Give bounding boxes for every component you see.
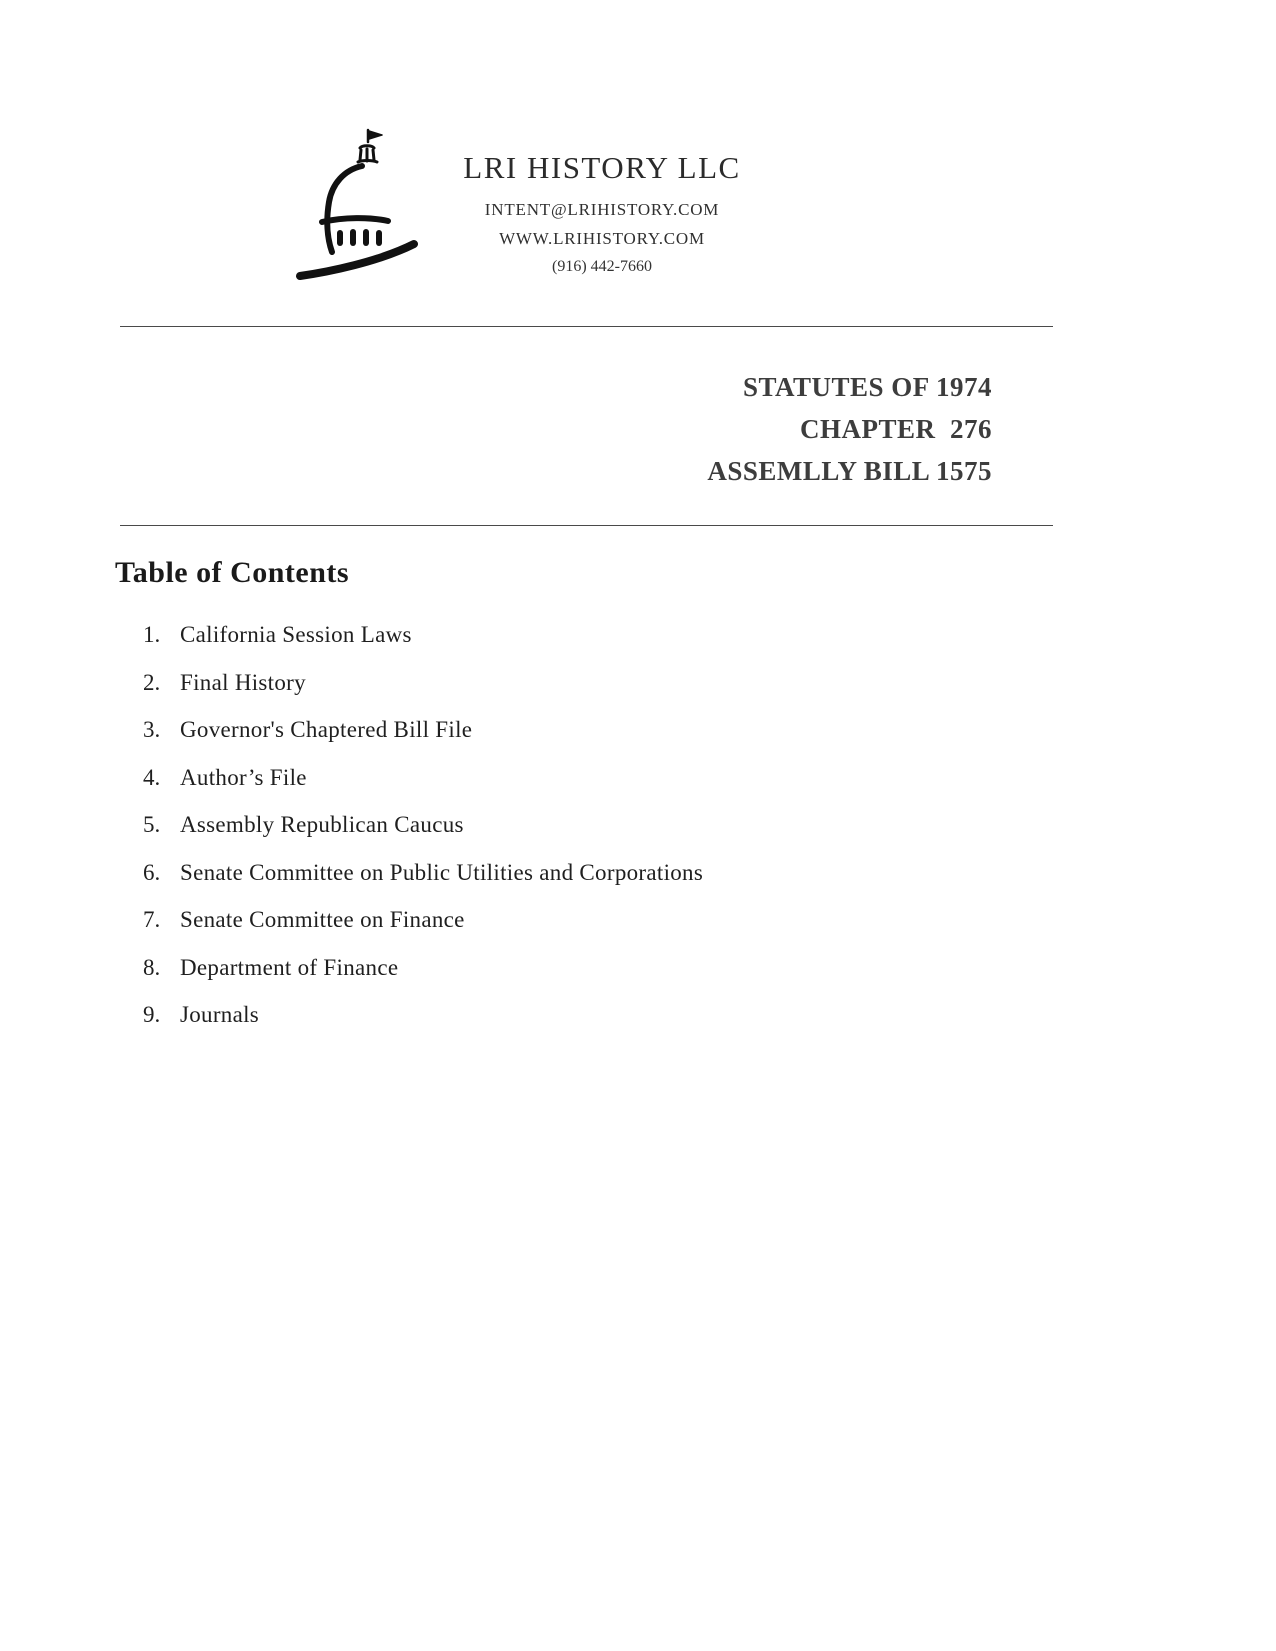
toc-list	[143, 622, 703, 1050]
company-phone: (916) 442-7660	[552, 258, 652, 275]
toc-item-label: Governor's Chaptered Bill File	[180, 717, 473, 742]
toc-item-number: 1.	[143, 622, 161, 647]
statute-chapter: CHAPTER 276	[799, 414, 992, 444]
toc-item	[143, 907, 703, 955]
toc-item-number: 6.	[143, 859, 161, 885]
capitol-dome-logo	[292, 126, 438, 288]
toc-item-label: California Session Laws	[180, 622, 412, 647]
toc-item-label: Journals	[180, 1002, 260, 1027]
toc-item-label: Final History	[180, 669, 306, 695]
toc-item	[143, 812, 703, 860]
company-name: LRI HISTORY LLC	[463, 150, 741, 185]
toc-item	[143, 860, 703, 908]
toc-item-number: 3.	[143, 717, 161, 742]
toc-item-number: 9.	[143, 1002, 161, 1027]
toc-item-number: 4.	[143, 764, 161, 790]
divider-top	[120, 326, 1053, 327]
toc-item-number: 7.	[143, 907, 161, 932]
toc-item-label: Senate Committee on Finance	[180, 907, 465, 932]
divider-bottom	[120, 525, 1053, 526]
capitol-dome-icon	[292, 126, 438, 288]
toc-item-label: Senate Committee on Public Utilities and Corporations	[180, 859, 704, 885]
toc-item	[143, 765, 703, 813]
company-website: WWW.LRIHISTORY.COM	[499, 229, 705, 248]
toc-heading: Table of Contents	[115, 556, 350, 589]
toc-item-label: Assembly Republican Caucus	[180, 812, 464, 837]
toc-item-number: 2.	[143, 669, 161, 695]
toc-item-label: Department of Finance	[180, 954, 399, 980]
company-email: INTENT@LRIHISTORY.COM	[484, 200, 720, 219]
letterhead	[447, 150, 757, 276]
toc-item	[143, 955, 703, 1003]
statute-year: STATUTES OF 1974	[742, 372, 992, 402]
toc-item	[143, 670, 703, 718]
toc-item	[143, 1002, 703, 1050]
toc-item-label: Author’s File	[180, 764, 307, 790]
toc-item-number: 5.	[143, 812, 161, 837]
toc-item	[143, 622, 703, 670]
toc-item-number: 8.	[143, 954, 161, 980]
statute-title-block	[707, 366, 992, 492]
toc-item	[143, 717, 703, 765]
statute-bill: ASSEMLLY BILL 1575	[707, 456, 992, 486]
